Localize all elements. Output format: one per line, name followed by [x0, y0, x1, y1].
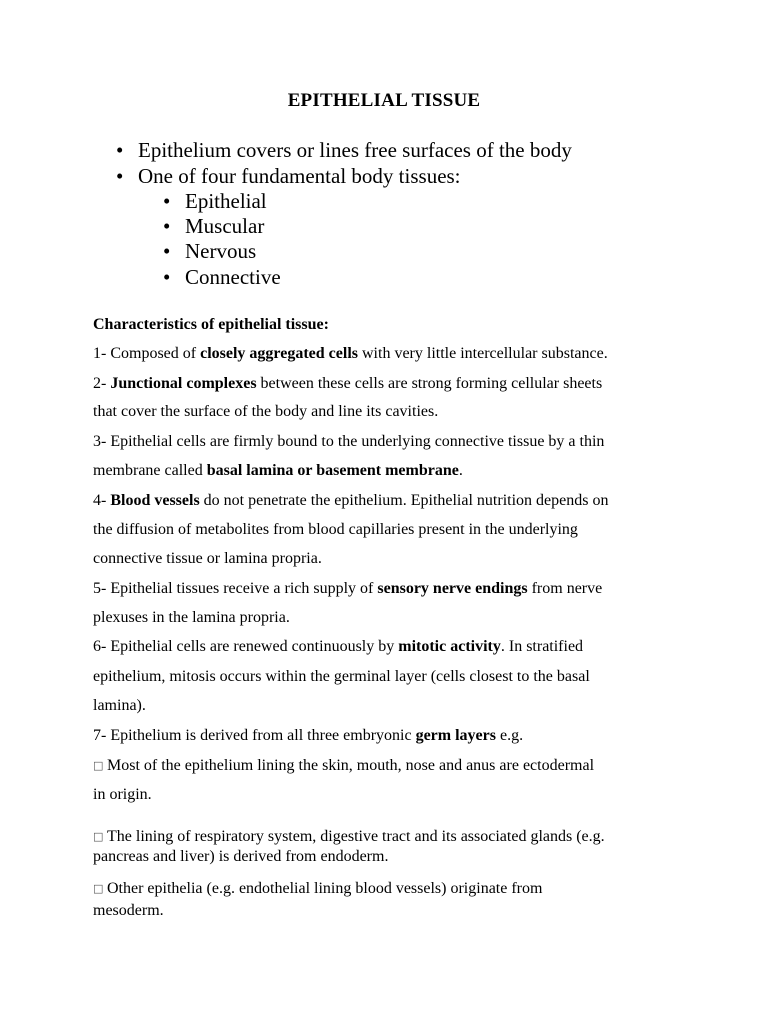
- paragraph-line: [93, 609, 693, 627]
- text-run: . In stratified: [500, 638, 584, 655]
- bullet-marker: •: [163, 189, 171, 213]
- text-run: from nerve: [527, 580, 603, 597]
- square-bullet-icon: □: [93, 882, 104, 895]
- bullet-marker: •: [163, 214, 171, 238]
- paragraph-line: [93, 492, 693, 510]
- paragraph-line: [93, 521, 693, 539]
- sub-point-line: [93, 880, 693, 898]
- text-run: between these cells are strong forming cellular sheets: [256, 375, 603, 392]
- bold-term: closely aggregated cells: [200, 345, 358, 362]
- paragraph-line: [93, 375, 693, 393]
- text-run: 6- Epithelial cells are renewed continuously by: [93, 638, 399, 655]
- page-title: EPITHELIAL TISSUE: [287, 90, 481, 111]
- paragraph-line: [93, 668, 693, 686]
- text-run: Most of the epithelium lining the skin, mouth, nose and anus are ectodermal: [107, 757, 595, 774]
- bold-term: Junctional complexes: [110, 375, 257, 392]
- text-run: mesoderm.: [93, 902, 164, 919]
- text-run: Other epithelia (e.g. endothelial lining blood vessels) originate from: [107, 880, 543, 897]
- paragraph-line: [93, 727, 693, 745]
- bold-term: Blood vessels: [110, 492, 200, 509]
- bold-term: sensory nerve endings: [377, 580, 528, 597]
- text-run: e.g.: [495, 727, 524, 744]
- text-run: membrane called: [93, 462, 207, 479]
- sub-point-line: [93, 828, 693, 846]
- text-run: .: [458, 462, 463, 479]
- paragraph-line: [93, 462, 693, 480]
- bullet-marker: •: [163, 239, 171, 263]
- text-run: 3- Epithelial cells are firmly bound to the underlying connective tissue by a thin: [93, 433, 605, 450]
- text-run: that cover the surface of the body and line its cavities.: [93, 403, 439, 420]
- text-run: 7- Epithelium is derived from all three embryonic: [93, 727, 416, 744]
- bullet-marker: •: [163, 265, 171, 289]
- bold-term: basal lamina or basement membrane: [206, 462, 459, 479]
- bullet-text: Muscular: [185, 214, 265, 238]
- bullet-marker: •: [116, 138, 124, 162]
- text-run: lamina).: [93, 697, 146, 714]
- paragraph-line: [93, 580, 693, 598]
- square-bullet-icon: □: [93, 759, 104, 772]
- text-run: with very little intercellular substance.: [358, 345, 608, 362]
- bullet-text: One of four fundamental body tissues:: [138, 164, 461, 188]
- text-run: 4-: [93, 492, 111, 509]
- text-run: do not penetrate the epithelium. Epithelial nutrition depends on: [199, 492, 609, 509]
- paragraph-line: [93, 902, 693, 920]
- text-run: 1- Composed of: [93, 345, 201, 362]
- text-run: connective tissue or lamina propria.: [93, 550, 322, 567]
- section-heading-text: Characteristics of epithelial tissue:: [93, 316, 329, 333]
- bullet-text: Epithelium covers or lines free surfaces of the body: [138, 138, 572, 162]
- bullet-marker: •: [116, 164, 124, 188]
- text-run: 5- Epithelial tissues receive a rich supply of: [93, 580, 378, 597]
- text-run: 2-: [93, 375, 111, 392]
- text-run: epithelium, mitosis occurs within the germinal layer (cells closest to the basal: [93, 668, 590, 685]
- sub-point-line: [93, 757, 693, 775]
- square-bullet-icon: □: [93, 830, 104, 843]
- section-heading: [93, 316, 693, 334]
- text-run: plexuses in the lamina propria.: [93, 609, 290, 626]
- paragraph-line: [93, 697, 693, 715]
- bullet-text: Connective: [185, 265, 281, 289]
- bullet-text: Nervous: [185, 239, 257, 263]
- bullet-text: Epithelial: [185, 189, 267, 213]
- bold-term: mitotic activity: [398, 638, 501, 655]
- text-run: the diffusion of metabolites from blood capillaries present in the underlying: [93, 521, 578, 538]
- paragraph-line: [93, 786, 693, 804]
- paragraph-line: [93, 433, 693, 451]
- text-run: The lining of respiratory system, digestive tract and its associated glands (e.g.: [107, 828, 605, 845]
- paragraph-line: [93, 638, 693, 656]
- paragraph-line: [93, 403, 693, 421]
- paragraph-line: [93, 550, 693, 568]
- bold-term: germ layers: [415, 727, 496, 744]
- text-run: pancreas and liver) is derived from endoderm.: [93, 848, 389, 865]
- paragraph-line: [93, 345, 693, 363]
- text-run: in origin.: [93, 786, 152, 803]
- paragraph-line: [93, 848, 693, 866]
